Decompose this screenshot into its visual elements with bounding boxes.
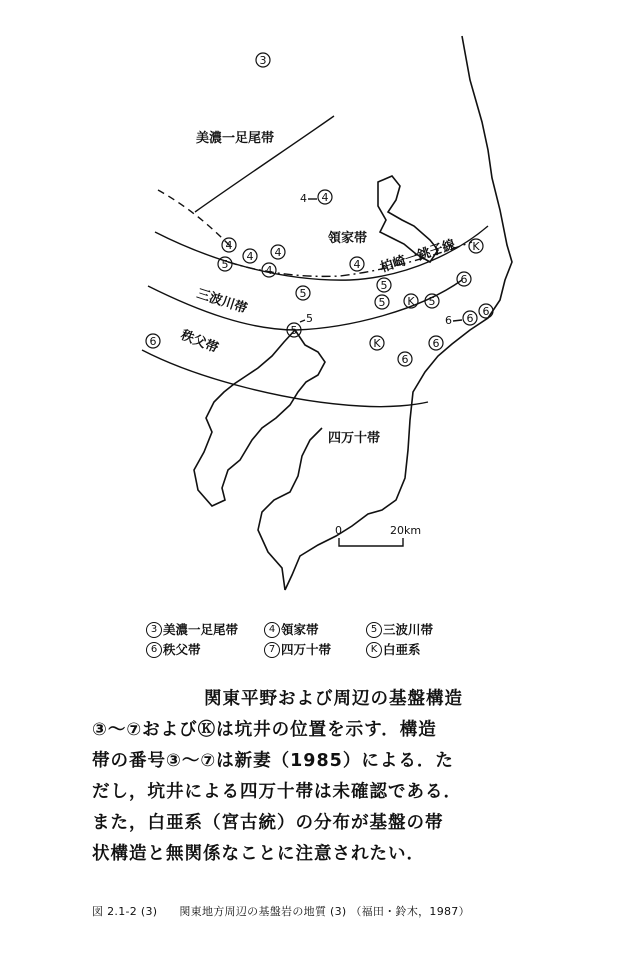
legend-label: 秩父帯 [163, 642, 201, 657]
legend-symbol: 5 [366, 622, 382, 638]
borehole-5: 5 [380, 279, 388, 292]
coastline-bay-east [258, 428, 322, 590]
legend-label: 白亜系 [383, 642, 421, 657]
description-line: だし，坑井による四万十帯は未確認である． [92, 782, 462, 802]
zone-label-ryoke: 領家帯 [328, 231, 368, 246]
borehole-number-label: 6 [445, 314, 452, 327]
legend-symbol: 3 [146, 622, 162, 638]
borehole-5: 5 [299, 287, 307, 300]
borehole-5: 5 [428, 295, 436, 308]
zone-label-mino-ashio: 美濃一足尾帯 [196, 131, 275, 146]
figure-number: 図 2.1-2 (3) [92, 905, 158, 918]
legend-item [264, 640, 366, 660]
borehole-4: 4 [321, 191, 329, 204]
borehole-k: K [407, 295, 415, 308]
borehole-4: 4 [265, 264, 273, 277]
figure-caption-text: 関東地方周辺の基盤岩の地質 (3) （福田・鈴木，1987） [179, 905, 470, 918]
legend-symbol: 4 [264, 622, 280, 638]
legend-label: 三波川帯 [383, 622, 434, 637]
borehole-5: 5 [290, 324, 298, 337]
description-line: また，白亜系（宮古統）の分布が基盤の帯 [92, 813, 444, 833]
borehole-6: 6 [432, 337, 440, 350]
coastline-east [285, 36, 512, 590]
borehole-4: 4 [225, 239, 233, 252]
borehole-3: 3 [259, 54, 267, 67]
legend-item [366, 640, 421, 660]
figure-caption [92, 903, 470, 919]
borehole-number-label: 5 [306, 312, 313, 325]
legend-symbol: 7 [264, 642, 280, 658]
borehole-4: 4 [246, 250, 254, 263]
borehole-6: 6 [401, 353, 409, 366]
zone-label-chichibu: 秩父帯 [178, 327, 221, 357]
zone-label-shimanto: 四万十帯 [328, 431, 381, 446]
borehole-4: 4 [353, 258, 361, 271]
legend-item [264, 620, 366, 640]
legend-item [146, 620, 264, 640]
description-line: 状構造と無関係なことに注意されたい． [92, 844, 425, 864]
legend-label: 領家帯 [281, 622, 319, 637]
scale-distance-label: 20km [390, 524, 422, 537]
map-legend [146, 620, 476, 660]
borehole-k: K [472, 240, 480, 253]
description-line: 帯の番号③～⑦は新妻（1985）による．た [92, 751, 454, 771]
legend-label: 美濃一足尾帯 [163, 622, 239, 637]
boundary-chichibu-shimanto [142, 350, 428, 407]
borehole-6: 6 [149, 335, 157, 348]
borehole-6: 6 [482, 305, 490, 318]
figure-description [92, 684, 562, 870]
borehole-5: 5 [378, 296, 386, 309]
legend-label: 四万十帯 [281, 642, 332, 657]
borehole-5: 5 [221, 258, 229, 271]
borehole-6: 6 [460, 273, 468, 286]
figure-title: 関東平野および周辺の基盤構造 [204, 689, 463, 709]
legend-item [146, 640, 264, 660]
description-line: ③～⑦およびⓀは坑井の位置を示す．構造 [92, 720, 437, 740]
borehole-number-label: 4 [300, 192, 307, 205]
line-label-kashiwazaki-choshi: 柏崎一銚子線 [378, 237, 458, 276]
scale-bar [335, 524, 421, 546]
scale-zero-label: 0 [335, 524, 342, 537]
zone-label-sanbagawa: 三波川帯 [194, 286, 249, 317]
legend-symbol: K [366, 642, 382, 658]
coastline-bay-west [194, 330, 325, 506]
borehole-k: K [373, 337, 381, 350]
borehole-4: 4 [274, 246, 282, 259]
legend-item [366, 620, 433, 640]
borehole-6: 6 [466, 312, 474, 325]
legend-symbol: 6 [146, 642, 162, 658]
